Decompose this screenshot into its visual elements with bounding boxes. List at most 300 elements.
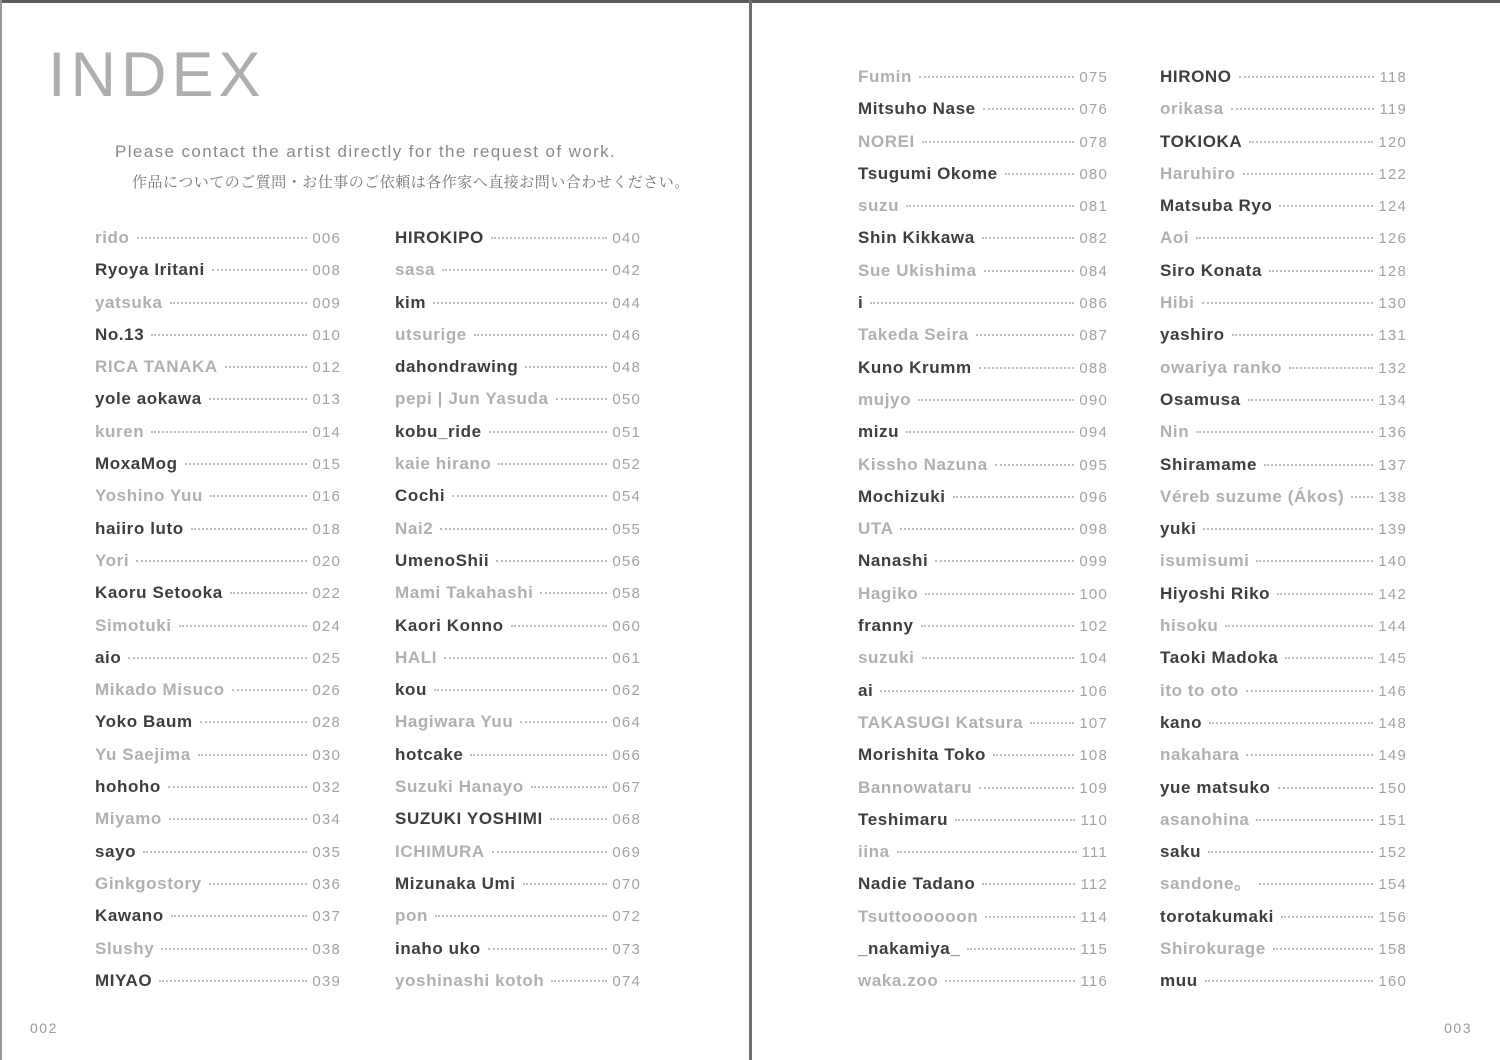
entry-artist-name: Morishita Toko bbox=[858, 745, 987, 765]
entry-artist-name: saku bbox=[1160, 842, 1202, 862]
entry-page-number: 010 bbox=[312, 326, 341, 344]
entry-page-number: 139 bbox=[1378, 521, 1407, 539]
index-entry bbox=[858, 739, 1108, 771]
leader-dots bbox=[900, 528, 1074, 530]
entry-artist-name: mujyo bbox=[858, 389, 912, 409]
entry-artist-name: Kawano bbox=[95, 906, 164, 926]
entry-artist-name: Yoko Baum bbox=[95, 712, 193, 732]
entry-page-number: 150 bbox=[1378, 779, 1407, 797]
index-entry bbox=[1160, 287, 1407, 319]
entry-artist-name: Mitsuho Nase bbox=[858, 99, 976, 119]
leader-dots bbox=[520, 721, 607, 723]
entry-page-number: 036 bbox=[312, 875, 341, 893]
index-entry bbox=[858, 901, 1108, 933]
entry-page-number: 118 bbox=[1379, 69, 1407, 86]
entry-artist-name: iina bbox=[858, 842, 890, 862]
entry-page-number: 009 bbox=[312, 294, 341, 312]
leader-dots bbox=[1203, 528, 1373, 530]
index-entry bbox=[95, 836, 341, 868]
entry-artist-name: Sue Ukishima bbox=[858, 260, 977, 280]
entry-artist-name: MoxaMog bbox=[95, 454, 178, 474]
leader-dots bbox=[474, 334, 607, 336]
leader-dots bbox=[1256, 819, 1373, 821]
entry-artist-name: ICHIMURA bbox=[395, 841, 485, 861]
entry-page-number: 025 bbox=[312, 649, 341, 667]
entry-artist-name: isumisumi bbox=[1160, 551, 1250, 571]
index-entry bbox=[1160, 804, 1407, 836]
entry-page-number: 067 bbox=[612, 779, 641, 797]
entry-artist-name: RICA TANAKA bbox=[95, 357, 218, 377]
leader-dots bbox=[979, 787, 1074, 789]
leader-dots bbox=[531, 786, 608, 788]
entry-page-number: 078 bbox=[1079, 133, 1108, 151]
leader-dots bbox=[128, 657, 307, 659]
index-entry bbox=[858, 93, 1108, 125]
entry-page-number: 112 bbox=[1080, 876, 1108, 894]
leader-dots bbox=[1285, 657, 1373, 659]
leader-dots bbox=[170, 302, 308, 304]
leader-dots bbox=[151, 334, 307, 336]
entry-artist-name: Yori bbox=[95, 550, 130, 570]
index-entry bbox=[1160, 642, 1407, 674]
entry-artist-name: _nakamiya_ bbox=[858, 939, 961, 959]
entry-artist-name: Taoki Madoka bbox=[1160, 648, 1279, 668]
entry-artist-name: Matsuba Ryo bbox=[1160, 196, 1273, 216]
entry-page-number: 119 bbox=[1379, 101, 1407, 119]
leader-dots bbox=[489, 431, 608, 433]
entry-page-number: 148 bbox=[1378, 714, 1407, 732]
entry-page-number: 144 bbox=[1378, 618, 1407, 636]
leader-dots bbox=[935, 560, 1074, 562]
entry-artist-name: Suzuki Hanayo bbox=[395, 777, 524, 797]
index-entry bbox=[1160, 578, 1407, 610]
entry-page-number: 076 bbox=[1079, 101, 1108, 119]
leader-dots bbox=[1030, 722, 1074, 724]
leader-dots bbox=[1231, 108, 1375, 110]
leader-dots bbox=[1225, 625, 1373, 627]
entry-page-number: 058 bbox=[612, 585, 641, 603]
entry-artist-name: nakahara bbox=[1160, 745, 1240, 765]
index-entry bbox=[395, 513, 641, 545]
entry-artist-name: kou bbox=[395, 680, 428, 700]
entry-artist-name: kano bbox=[1160, 712, 1203, 732]
entry-artist-name: sandone。 bbox=[1160, 874, 1252, 894]
entry-page-number: 068 bbox=[612, 811, 641, 829]
index-entry bbox=[95, 610, 341, 642]
index-entry bbox=[1160, 222, 1407, 254]
entry-artist-name: Teshimaru bbox=[858, 809, 949, 829]
entry-artist-name: Ryoya Iritani bbox=[95, 260, 205, 280]
index-entry bbox=[1160, 416, 1407, 448]
entry-page-number: 062 bbox=[612, 682, 641, 700]
leader-dots bbox=[496, 560, 607, 562]
entry-page-number: 081 bbox=[1079, 198, 1108, 216]
leader-dots bbox=[1196, 431, 1373, 433]
leader-dots bbox=[171, 915, 308, 917]
entry-artist-name: Kaoru Setooka bbox=[95, 583, 223, 603]
leader-dots bbox=[919, 76, 1074, 78]
entry-artist-name: HIRONO bbox=[1160, 67, 1232, 86]
leader-dots bbox=[159, 980, 307, 982]
leader-dots bbox=[979, 367, 1075, 369]
entry-artist-name: HALI bbox=[395, 647, 438, 667]
index-entry bbox=[858, 836, 1108, 868]
index-entry bbox=[395, 836, 641, 868]
leader-dots bbox=[434, 689, 607, 691]
leader-dots bbox=[523, 883, 608, 885]
entry-page-number: 055 bbox=[612, 520, 641, 538]
leader-dots bbox=[880, 690, 1074, 692]
entry-page-number: 106 bbox=[1079, 682, 1108, 700]
entry-page-number: 064 bbox=[612, 714, 641, 732]
entry-artist-name: Nai2 bbox=[395, 518, 434, 538]
entry-page-number: 136 bbox=[1378, 424, 1407, 442]
entry-page-number: 020 bbox=[312, 552, 341, 570]
entry-artist-name: muu bbox=[1160, 971, 1198, 991]
index-entry bbox=[395, 287, 641, 319]
entry-artist-name: Haruhiro bbox=[1160, 163, 1236, 183]
index-entry bbox=[1160, 352, 1407, 384]
index-entry bbox=[395, 610, 641, 642]
leader-dots bbox=[540, 592, 607, 594]
index-entry bbox=[858, 481, 1108, 513]
entry-page-number: 128 bbox=[1378, 262, 1407, 280]
entry-artist-name: Slushy bbox=[95, 938, 155, 958]
entry-artist-name: Takeda Seira bbox=[858, 325, 969, 345]
entry-artist-name: sasa bbox=[395, 260, 436, 280]
index-entry bbox=[95, 803, 341, 835]
index-entry bbox=[95, 868, 341, 900]
entry-page-number: 145 bbox=[1378, 650, 1407, 668]
leader-dots bbox=[191, 528, 308, 530]
index-entry bbox=[395, 642, 641, 674]
leader-dots bbox=[1269, 270, 1373, 272]
index-entry bbox=[395, 545, 641, 577]
index-entry bbox=[395, 706, 641, 738]
index-entry bbox=[1160, 610, 1407, 642]
entry-page-number: 149 bbox=[1378, 747, 1407, 765]
entry-artist-name: Nadie Tadano bbox=[858, 874, 976, 894]
index-entry bbox=[1160, 158, 1407, 190]
entry-artist-name: Aoi bbox=[1160, 228, 1190, 248]
entry-artist-name: hisoku bbox=[1160, 616, 1219, 636]
leader-dots bbox=[151, 431, 307, 433]
index-entry bbox=[395, 577, 641, 609]
entry-page-number: 042 bbox=[612, 262, 641, 280]
leader-dots bbox=[488, 948, 608, 950]
index-entry bbox=[95, 222, 341, 254]
entry-page-number: 131 bbox=[1378, 327, 1407, 345]
leader-dots bbox=[1277, 593, 1373, 595]
leader-dots bbox=[982, 883, 1075, 885]
leader-dots bbox=[435, 915, 607, 917]
entry-page-number: 126 bbox=[1378, 230, 1407, 248]
entry-page-number: 090 bbox=[1079, 391, 1108, 409]
entry-artist-name: owariya ranko bbox=[1160, 357, 1283, 377]
leader-dots bbox=[995, 464, 1075, 466]
entry-page-number: 066 bbox=[612, 746, 641, 764]
entry-artist-name: aio bbox=[95, 647, 122, 667]
entry-artist-name: franny bbox=[858, 616, 914, 636]
index-entry bbox=[858, 772, 1108, 804]
entry-page-number: 054 bbox=[612, 488, 641, 506]
leader-dots bbox=[511, 625, 608, 627]
leader-dots bbox=[470, 754, 607, 756]
leader-dots bbox=[1202, 302, 1374, 304]
entry-page-number: 122 bbox=[1378, 165, 1407, 183]
index-entry bbox=[95, 254, 341, 286]
entry-artist-name: yuki bbox=[1160, 519, 1197, 539]
index-entry bbox=[395, 383, 641, 415]
index-entry bbox=[1160, 126, 1407, 158]
entry-page-number: 044 bbox=[612, 294, 641, 312]
leader-dots bbox=[1005, 173, 1075, 175]
entry-page-number: 158 bbox=[1378, 941, 1407, 959]
index-entry bbox=[395, 900, 641, 932]
index-entry bbox=[95, 319, 341, 351]
entry-page-number: 134 bbox=[1378, 391, 1407, 409]
index-entry bbox=[95, 416, 341, 448]
index-entry bbox=[95, 545, 341, 577]
entry-artist-name: i bbox=[858, 293, 864, 313]
entry-artist-name: Fumin bbox=[858, 67, 912, 86]
leader-dots bbox=[1281, 916, 1373, 918]
entry-artist-name: Bannowataru bbox=[858, 777, 973, 797]
index-entry bbox=[858, 642, 1108, 674]
index-entry bbox=[858, 352, 1108, 384]
entry-page-number: 072 bbox=[612, 908, 641, 926]
entry-artist-name: yatsuka bbox=[95, 292, 163, 312]
leader-dots bbox=[225, 366, 308, 368]
entry-page-number: 080 bbox=[1079, 165, 1108, 183]
entry-page-number: 048 bbox=[612, 359, 641, 377]
entry-page-number: 061 bbox=[612, 649, 641, 667]
index-entry bbox=[858, 190, 1108, 222]
entry-page-number: 030 bbox=[312, 746, 341, 764]
leader-dots bbox=[870, 302, 1074, 304]
index-entry bbox=[1160, 772, 1407, 804]
index-entry bbox=[395, 868, 641, 900]
index-entry bbox=[858, 707, 1108, 739]
leader-dots bbox=[1246, 690, 1374, 692]
index-entry bbox=[395, 480, 641, 512]
entry-artist-name: rido bbox=[95, 228, 130, 247]
index-entry bbox=[95, 383, 341, 415]
entry-artist-name: Osamusa bbox=[1160, 389, 1241, 409]
leader-dots bbox=[440, 528, 607, 530]
entry-artist-name: HIROKIPO bbox=[395, 228, 484, 247]
index-entry bbox=[395, 448, 641, 480]
index-entry bbox=[1160, 933, 1407, 965]
entry-page-number: 022 bbox=[312, 585, 341, 603]
contact-note-japanese: 作品についてのご質問・お仕事のご依頼は各作家へ直接お問い合わせください。 bbox=[132, 174, 690, 191]
leader-dots bbox=[137, 237, 308, 239]
index-entry bbox=[858, 61, 1108, 93]
entry-page-number: 015 bbox=[312, 456, 341, 474]
entry-artist-name: ito to oto bbox=[1160, 680, 1239, 700]
leader-dots bbox=[169, 818, 307, 820]
entry-artist-name: Mizunaka Umi bbox=[395, 873, 516, 893]
entry-artist-name: yue matsuko bbox=[1160, 777, 1271, 797]
entry-artist-name: Hagiwara Yuu bbox=[395, 712, 514, 732]
entry-artist-name: Kissho Nazuna bbox=[858, 454, 988, 474]
entry-page-number: 016 bbox=[312, 488, 341, 506]
index-entry bbox=[858, 126, 1108, 158]
entry-page-number: 012 bbox=[312, 359, 341, 377]
entry-page-number: 028 bbox=[312, 714, 341, 732]
entry-page-number: 073 bbox=[612, 940, 641, 958]
leader-dots bbox=[1273, 948, 1374, 950]
entry-page-number: 116 bbox=[1080, 973, 1108, 991]
entry-page-number: 050 bbox=[612, 391, 641, 409]
entry-artist-name: kim bbox=[395, 292, 427, 312]
entry-page-number: 100 bbox=[1079, 585, 1108, 603]
entry-page-number: 140 bbox=[1378, 553, 1407, 571]
entry-page-number: 082 bbox=[1079, 230, 1108, 248]
index-entry bbox=[858, 578, 1108, 610]
entry-page-number: 006 bbox=[312, 230, 341, 247]
index-entry bbox=[858, 319, 1108, 351]
leader-dots bbox=[921, 625, 1075, 627]
index-entry bbox=[395, 674, 641, 706]
left-page-number: 002 bbox=[30, 1020, 58, 1036]
entry-artist-name: UTA bbox=[858, 519, 894, 539]
entry-artist-name: yoshinashi kotoh bbox=[395, 970, 545, 990]
entry-page-number: 156 bbox=[1378, 908, 1407, 926]
index-entry bbox=[1160, 868, 1407, 900]
index-entry bbox=[1160, 836, 1407, 868]
entry-artist-name: Ginkgostory bbox=[95, 873, 202, 893]
entry-page-number: 008 bbox=[312, 262, 341, 280]
leader-dots bbox=[922, 141, 1075, 143]
entry-artist-name: Cochi bbox=[395, 486, 446, 506]
entry-artist-name: NOREI bbox=[858, 131, 915, 151]
leader-dots bbox=[209, 883, 308, 885]
leader-dots bbox=[452, 495, 607, 497]
index-entry bbox=[858, 933, 1108, 965]
index-column-right-1 bbox=[858, 61, 1108, 998]
entry-artist-name: haiiro luto bbox=[95, 518, 184, 538]
leader-dots bbox=[993, 754, 1074, 756]
entry-page-number: 060 bbox=[612, 617, 641, 635]
leader-dots bbox=[897, 851, 1077, 853]
index-entry bbox=[395, 803, 641, 835]
entry-page-number: 026 bbox=[312, 682, 341, 700]
entry-page-number: 098 bbox=[1079, 521, 1108, 539]
index-entry bbox=[395, 416, 641, 448]
entry-page-number: 035 bbox=[312, 843, 341, 861]
entry-artist-name: torotakumaki bbox=[1160, 906, 1274, 926]
entry-artist-name: Shiramame bbox=[1160, 454, 1258, 474]
entry-page-number: 014 bbox=[312, 423, 341, 441]
entry-page-number: 070 bbox=[612, 875, 641, 893]
leader-dots bbox=[143, 851, 307, 853]
entry-page-number: 132 bbox=[1378, 359, 1407, 377]
entry-page-number: 034 bbox=[312, 811, 341, 829]
entry-artist-name: orikasa bbox=[1160, 99, 1224, 119]
index-entry bbox=[395, 771, 641, 803]
entry-artist-name: hotcake bbox=[395, 744, 464, 764]
leader-dots bbox=[491, 237, 607, 239]
entry-page-number: 051 bbox=[612, 423, 641, 441]
entry-artist-name: yole aokawa bbox=[95, 389, 202, 409]
index-entry bbox=[858, 222, 1108, 254]
leader-dots bbox=[925, 593, 1074, 595]
leader-dots bbox=[230, 592, 308, 594]
leader-dots bbox=[1256, 560, 1373, 562]
index-entry bbox=[858, 868, 1108, 900]
entry-artist-name: waka.zoo bbox=[858, 971, 939, 991]
index-entry bbox=[858, 610, 1108, 642]
index-column-left-2 bbox=[395, 222, 641, 997]
index-entry bbox=[395, 319, 641, 351]
index-entry bbox=[95, 674, 341, 706]
leader-dots bbox=[550, 818, 607, 820]
entry-page-number: 109 bbox=[1079, 779, 1108, 797]
entry-artist-name: mizu bbox=[858, 422, 900, 442]
index-entry bbox=[395, 965, 641, 997]
index-entry bbox=[95, 448, 341, 480]
index-entry bbox=[1160, 739, 1407, 771]
leader-dots bbox=[556, 398, 608, 400]
entry-page-number: 137 bbox=[1378, 456, 1407, 474]
leader-dots bbox=[906, 431, 1074, 433]
entry-artist-name: Tsugumi Okome bbox=[858, 163, 998, 183]
entry-artist-name: No.13 bbox=[95, 324, 145, 344]
leader-dots bbox=[1248, 399, 1374, 401]
index-entry bbox=[395, 933, 641, 965]
leader-dots bbox=[985, 916, 1075, 918]
entry-artist-name: pon bbox=[395, 906, 428, 926]
entry-page-number: 039 bbox=[312, 972, 341, 990]
entry-page-number: 052 bbox=[612, 456, 641, 474]
leader-dots bbox=[1249, 141, 1373, 143]
page-gutter-divider bbox=[749, 0, 752, 1060]
leader-dots bbox=[200, 721, 308, 723]
entry-artist-name: kobu_ride bbox=[395, 421, 482, 441]
leader-dots bbox=[945, 980, 1075, 982]
leader-dots bbox=[1279, 205, 1373, 207]
entry-page-number: 046 bbox=[612, 326, 641, 344]
right-page-number: 003 bbox=[1444, 1020, 1472, 1036]
index-entry bbox=[1160, 319, 1407, 351]
entry-page-number: 124 bbox=[1378, 198, 1407, 216]
index-entry bbox=[395, 351, 641, 383]
index-entry bbox=[1160, 190, 1407, 222]
entry-artist-name: asanohina bbox=[1160, 809, 1250, 829]
entry-page-number: 120 bbox=[1378, 133, 1407, 151]
index-entry bbox=[1160, 901, 1407, 933]
entry-page-number: 095 bbox=[1079, 456, 1108, 474]
leader-dots bbox=[198, 754, 308, 756]
entry-artist-name: Yoshino Yuu bbox=[95, 486, 203, 506]
entry-page-number: 146 bbox=[1378, 682, 1407, 700]
index-entry bbox=[1160, 965, 1407, 997]
index-entry bbox=[858, 449, 1108, 481]
entry-artist-name: kaie hirano bbox=[395, 454, 492, 474]
page-title: INDEX bbox=[48, 40, 266, 110]
entry-page-number: 142 bbox=[1378, 585, 1407, 603]
entry-artist-name: TAKASUGI Katsura bbox=[858, 712, 1024, 732]
entry-page-number: 084 bbox=[1079, 262, 1108, 280]
entry-page-number: 114 bbox=[1080, 908, 1108, 926]
entry-artist-name: sayo bbox=[95, 841, 137, 861]
index-entry bbox=[858, 416, 1108, 448]
entry-page-number: 075 bbox=[1079, 69, 1108, 86]
entry-artist-name: Mami Takahashi bbox=[395, 583, 534, 603]
entry-artist-name: ai bbox=[858, 680, 874, 700]
entry-page-number: 151 bbox=[1378, 811, 1407, 829]
